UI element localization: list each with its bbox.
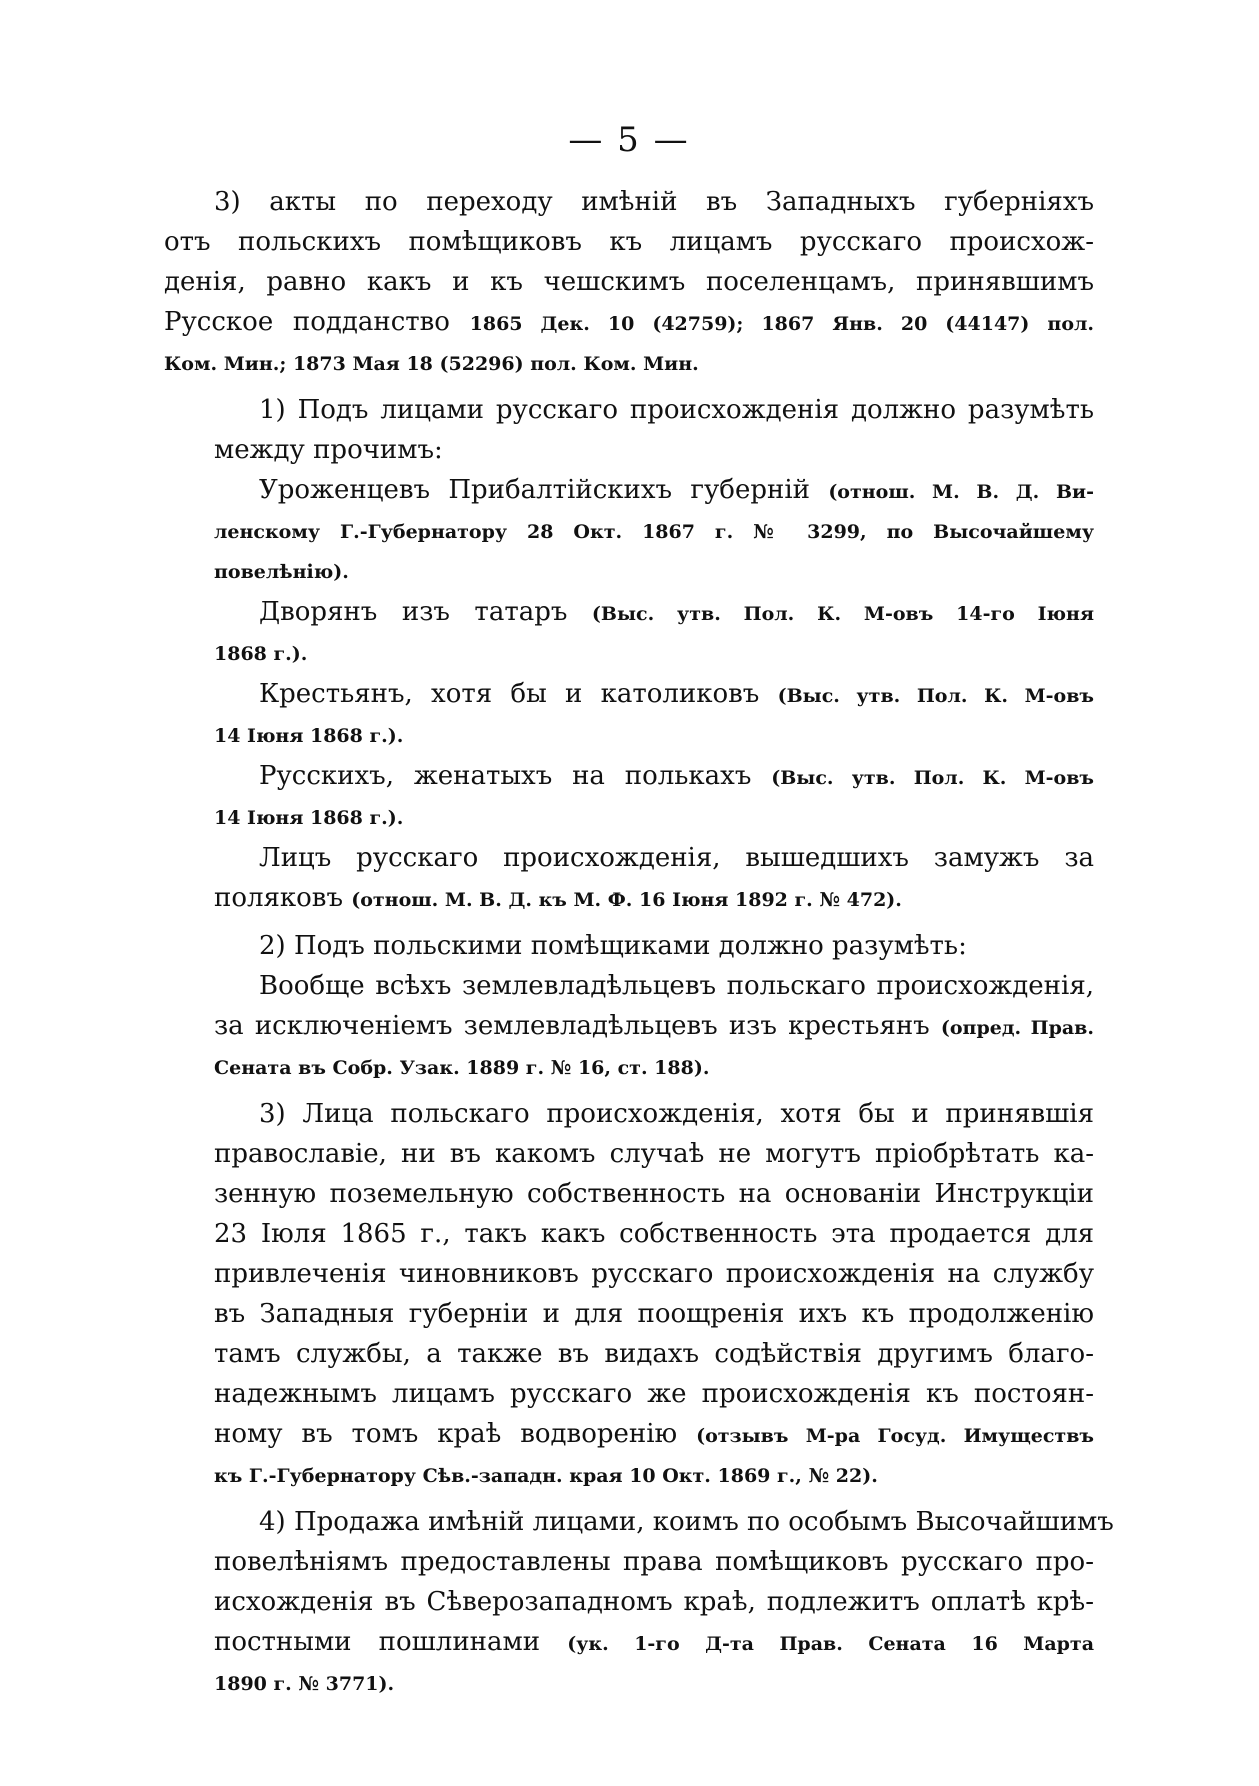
text-line: привлеченія чиновниковъ русскаго происхожденія на службу [214,1259,1094,1289]
text-line: исхожденія въ Сѣверозападномъ краѣ, подлежитъ оплатѣ крѣ- [214,1587,1094,1617]
legal-reference: Сената въ Собр. Узак. 1889 г. № 16, ст. 188). [214,1057,710,1079]
legal-reference: (отнош. М. В. Д. къ М. Ф. 16 Іюня 1892 г. № 472). [351,889,902,911]
text-line: 23 Іюля 1865 г., такъ какъ собственность эта продается для [214,1219,1094,1249]
list-item: Лицъ русскаго происхожденія, вышедшихъ замужъ за [259,843,1094,873]
legal-reference: (отзывъ М-ра Госуд. Имуществъ [696,1425,1094,1447]
text-line [164,1006,1094,1048]
note-heading: 3) Лица польскаго происхожденія, хотя бы и принявшія [259,1099,1094,1129]
legal-reference: (Выс. утв. Пол. К. М-овъ [771,767,1094,789]
legal-reference: 14 Іюня 1868 г.). [214,807,404,829]
text-line [164,1622,1094,1664]
text-line: въ Западныя губерніи и для поощренія ихъ къ продолженію [214,1299,1094,1329]
legal-reference: (отнош. М. В. Д. Ви- [828,481,1094,503]
legal-reference: 14 Іюня 1868 г.). [214,725,404,747]
legal-reference: 1868 г.). [214,643,308,665]
text-line [164,302,1094,344]
text-main: Русское подданство [164,307,470,337]
text-main: за исключеніемъ землевладѣльцевъ изъ крестьянъ [214,1011,941,1041]
text-line: денія, равно какъ и къ чешскимъ поселенцамъ, принявшимъ [164,267,1094,297]
legal-reference: повелѣнію). [214,561,349,583]
list-item [164,674,1094,716]
note-heading: 1) Подъ лицами русскаго происхожденія должно разумѣть [259,395,1094,425]
legal-reference: къ Г.-Губернатору Сѣв.-западн. края 10 Окт. 1869 г., № 22). [214,1465,878,1487]
text-line: надежнымъ лицамъ русскаго же происхожденія къ постоян- [214,1379,1094,1409]
legal-reference: (ук. 1-го Д-та Прав. Сената 16 Марта [567,1633,1095,1655]
text-line: православіе, ни въ какомъ случаѣ не могутъ пріобрѣтать ка- [214,1139,1094,1169]
list-item [164,470,1094,512]
text-line: отъ польскихъ помѣщиковъ къ лицамъ русскаго происхож- [164,227,1094,257]
item-main: Русскихъ, женатыхъ на полькахъ [259,761,772,791]
list-item [164,592,1094,634]
text-line: тамъ службы, а также въ видахъ содѣйствія другимъ благо- [214,1339,1094,1369]
note-heading: 2) Подъ польскими помѣщиками должно разумѣть: [259,931,967,961]
legal-reference: Ком. Мин.; 1873 Мая 18 (52296) пол. Ком. Мин. [164,353,699,375]
document-page [164,120,1114,1704]
note-heading-cont: между прочимъ: [214,435,443,465]
text-main: постными пошлинами [214,1627,568,1657]
legal-reference: 1890 г. № 3771). [214,1673,395,1695]
note-heading: 4) Продажа имѣній лицами, коимъ по особымъ Высочайшимъ [259,1507,1114,1537]
note-4 [164,1502,1114,1704]
text-line [164,1414,1094,1456]
item-main: Уроженцевъ Прибалтійскихъ губерній [259,475,829,505]
text-line: Вообще всѣхъ землевладѣльцевъ польскаго происхожденія, [259,971,1094,1001]
item-main: поляковъ [214,883,352,913]
text-line: повелѣніямъ предоставлены права помѣщиковъ русскаго про- [214,1547,1094,1577]
text-line: 3) акты по переходу имѣній въ Западныхъ губерніяхъ [214,187,1094,217]
note-2 [164,926,1094,1088]
legal-reference: (Выс. утв. Пол. К. М-овъ [777,685,1094,707]
item-main: Крестьянъ, хотя бы и католиковъ [259,679,778,709]
legal-reference: ленскому Г.-Губернатору 28 Окт. 1867 г. № 3299, по Высочайшему [214,521,1094,543]
page-number: — 5 — [568,120,690,160]
note-3 [164,1094,1094,1496]
section-3-paragraph [164,182,1094,384]
legal-reference: (Выс. утв. Пол. К. М-овъ 14-го Іюня [591,603,1094,625]
text-main: ному въ томъ краѣ водворенію [214,1419,697,1449]
list-item [164,756,1094,798]
text-line: зенную поземельную собственность на основаніи Инструкціи [214,1179,1094,1209]
legal-reference: 1865 Дек. 10 (42759); 1867 Янв. 20 (44147) пол. [469,313,1094,335]
item-main: Дворянъ изъ татаръ [259,597,592,627]
list-item-cont [164,878,1094,920]
legal-reference: (опред. Прав. [940,1017,1094,1039]
note-1 [164,390,1094,920]
